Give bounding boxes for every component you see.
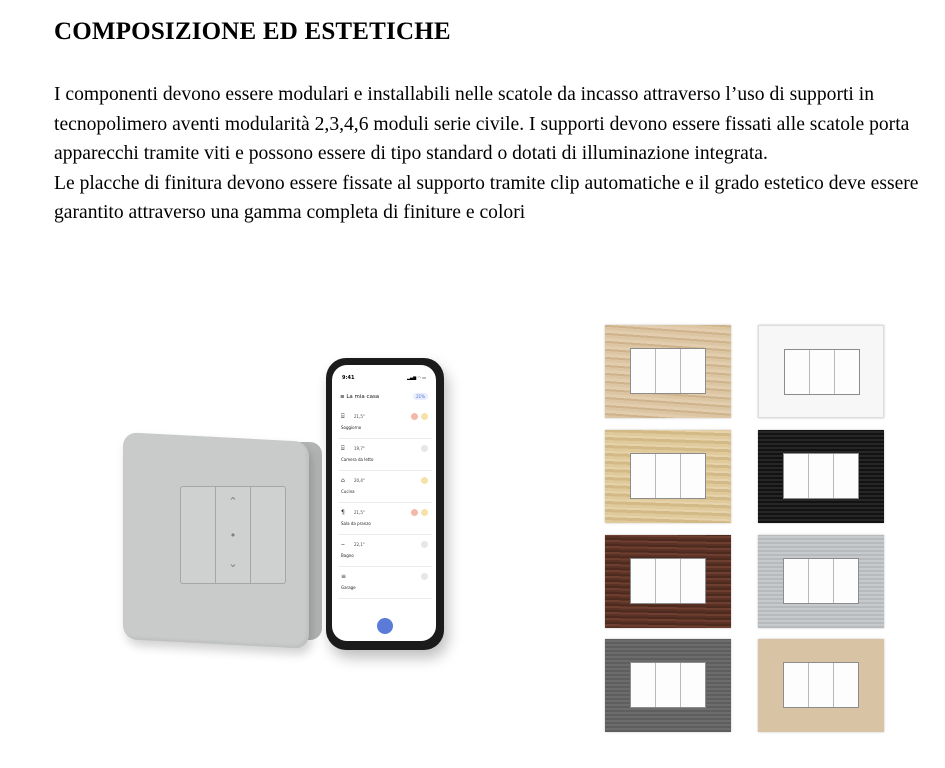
dot-icon: •	[229, 529, 237, 542]
phone-clock: 9:41	[342, 375, 355, 381]
garage-icon: ≡	[341, 573, 347, 580]
room-list	[338, 407, 432, 599]
switch-module	[783, 558, 859, 604]
switch-keys	[180, 486, 286, 584]
room-temp: 22,1°	[354, 542, 365, 547]
app-badge: 21%	[413, 393, 428, 400]
status-dot	[421, 509, 428, 516]
phone-status-icons: ▂▄▆ ◠ ▭	[406, 375, 426, 380]
status-dot	[421, 445, 428, 452]
room-name: Sala da pranzo	[341, 521, 371, 526]
room-name: Soggiorno	[341, 425, 362, 430]
room-temp: 21,5°	[354, 510, 365, 515]
body-text	[54, 80, 934, 228]
room-name: Bagno	[341, 553, 354, 558]
finish-swatch	[605, 430, 731, 523]
list-item	[338, 503, 432, 535]
bed-icon: ⌸	[341, 445, 345, 452]
switch-module	[784, 349, 860, 395]
status-dot	[411, 413, 418, 420]
phone-screen	[332, 365, 436, 641]
switch-key-center	[216, 487, 251, 583]
list-item	[338, 535, 432, 567]
pot-icon: ⌂	[341, 477, 345, 484]
finish-swatch	[605, 639, 731, 732]
status-dot	[421, 541, 428, 548]
finish-swatch	[758, 535, 884, 628]
room-name: Garage	[341, 585, 356, 590]
list-item	[338, 439, 432, 471]
status-dot	[421, 477, 428, 484]
switch-module	[630, 558, 706, 604]
switch-module	[783, 662, 859, 708]
chevron-up-icon: ⌃	[228, 495, 238, 508]
room-name: Camera da letto	[341, 457, 374, 462]
switch-key-right	[251, 487, 285, 583]
room-name: Cucina	[341, 489, 355, 494]
switch-module	[630, 662, 706, 708]
switch-module	[630, 453, 706, 499]
page-title: COMPOSIZIONE ED ESTETICHE	[54, 18, 451, 45]
app-header: ≡ La mia casa	[340, 394, 380, 400]
list-item	[338, 407, 432, 439]
room-temp: 21,5°	[354, 414, 365, 419]
chevron-down-icon: ⌄	[228, 557, 238, 570]
list-item	[338, 567, 432, 599]
status-dot	[411, 509, 418, 516]
sofa-icon: ⌸	[341, 413, 345, 420]
switch-module	[783, 453, 859, 499]
status-dot	[421, 413, 428, 420]
paragraph-2: Le placche di finitura devono essere fissate al supporto tramite clip automatiche e il grado estetico deve essere garantito attraverso una gamma completa di finiture e colori	[54, 172, 919, 223]
room-temp: 20,4°	[354, 478, 365, 483]
finish-swatch	[758, 325, 884, 418]
list-item	[338, 471, 432, 503]
status-dot	[421, 573, 428, 580]
finish-swatch	[605, 325, 731, 418]
paragraph-1: I componenti devono essere modulari e installabili nelle scatole da incasso attraverso l’uso di supporti in tecnopolimero aventi modularità 2,3,4,6 moduli serie civile. I supporti devono essere fissati alle scatole porta apparecchi tramite viti e possono essere di tipo standard o dotati di illuminazione integrata.	[54, 84, 910, 164]
cutlery-icon: ¶	[341, 509, 345, 516]
switch-module	[630, 348, 706, 394]
bath-icon: ⌣	[341, 541, 345, 548]
finish-swatch	[605, 535, 731, 628]
finish-swatch	[758, 639, 884, 732]
app-title: La mia casa	[346, 394, 380, 400]
smartphone-image	[326, 358, 444, 650]
switch-key-left	[181, 487, 216, 583]
fab-button	[377, 618, 393, 634]
finish-swatch	[758, 430, 884, 523]
room-temp: 19,7°	[354, 446, 365, 451]
